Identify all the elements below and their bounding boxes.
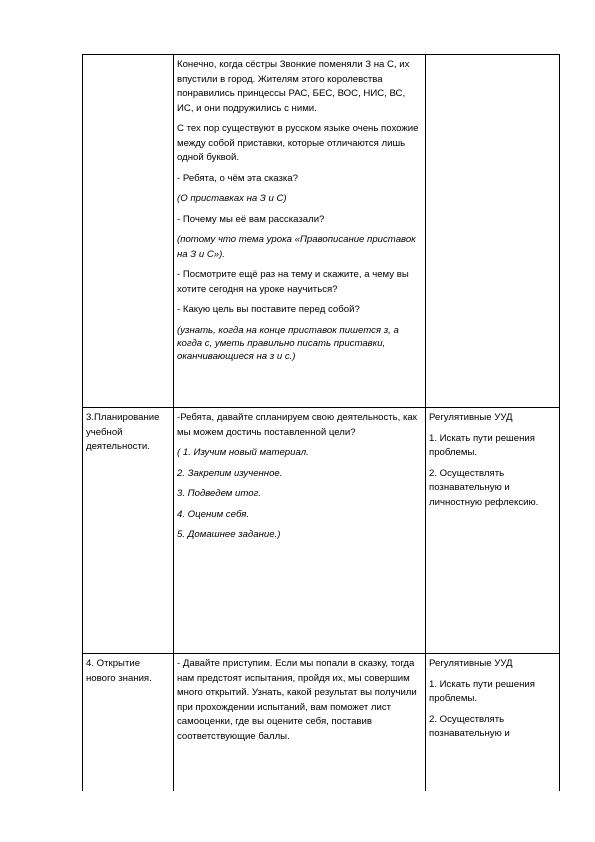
uud-item: 2. Осуществлять познавательную и личностную рефлексию.	[429, 467, 539, 508]
uud-cell	[426, 55, 560, 408]
teacher-question: - Какую цель вы поставите перед собой?	[177, 304, 360, 315]
plan-item: ( 1. Изучим новый материал.	[177, 447, 309, 458]
uud-cell	[426, 408, 560, 654]
uud-item: 1. Искать пути решения проблемы.	[429, 432, 535, 458]
content-cell	[174, 408, 426, 654]
uud-item: 1. Искать пути решения проблемы.	[429, 678, 535, 704]
stage-cell	[83, 654, 174, 792]
stage-title: 3.Планирование учебной деятельности.	[86, 412, 160, 452]
table-row	[83, 654, 560, 792]
stage-title: 4. Открытие нового знания.	[86, 658, 152, 684]
plan-item: 3. Подведем итог.	[177, 488, 262, 499]
uud-heading: Регулятивные УУД	[429, 412, 513, 423]
uud-item: 2. Осуществлять познавательную и	[429, 713, 510, 739]
plan-item: 5. Домашнее задание.)	[177, 529, 281, 540]
uud-cell	[426, 654, 560, 792]
teacher-question: -Ребята, давайте спланируем свою деятельность, как мы можем достичь поставленной цели?	[177, 412, 417, 438]
plan-item: 4. Оценим себя.	[177, 508, 250, 520]
teacher-question: - Почему мы её вам рассказали?	[177, 213, 325, 225]
lesson-plan-table	[82, 54, 560, 791]
expected-answer: (потому что тема урока «Правописание приставок на З и С»).	[177, 234, 416, 260]
story-paragraph: Конечно, когда сёстры Звонкие поменяли З на С, их впустили в город. Жителям этого королевства понравились принцессы РАС, БЕС, ВОС, НИС, ВС, ИС, и они подружились с ними.	[177, 59, 410, 114]
uud-heading: Регулятивные УУД	[429, 658, 513, 669]
table-row	[83, 408, 560, 654]
plan-item: 2. Закрепим изученное.	[177, 467, 283, 479]
content-cell	[174, 654, 426, 792]
stage-cell	[83, 55, 174, 408]
teacher-question: - Посмотрите ещё раз на тему и скажите, а чему вы хотите сегодня на уроке научиться?	[177, 269, 409, 295]
expected-answer: (узнать, когда на конце приставок пишется з, а когда с, уметь правильно писать приставки, оканчивающиеся на з и с.)	[177, 324, 399, 362]
stage-cell	[83, 408, 174, 654]
teacher-question: - Ребята, о чём эта сказка?	[177, 172, 298, 184]
table-row	[83, 55, 560, 408]
expected-answer: (О приставках на З и С)	[177, 193, 287, 204]
content-cell	[174, 55, 426, 408]
story-paragraph: С тех пор существуют в русском языке очень похожие между собой приставки, которые отличаются лишь одной буквой.	[177, 123, 419, 163]
teacher-speech: - Давайте приступим. Если мы попали в сказку, тогда нам предстоят испытания, пройдя их, мы совершим много открытий. Узнать, какой результат вы получили при прохождении испытаний, вам поможет лист самооценки, где вы оцените себя, поставив соответствующие баллы.	[177, 658, 417, 742]
